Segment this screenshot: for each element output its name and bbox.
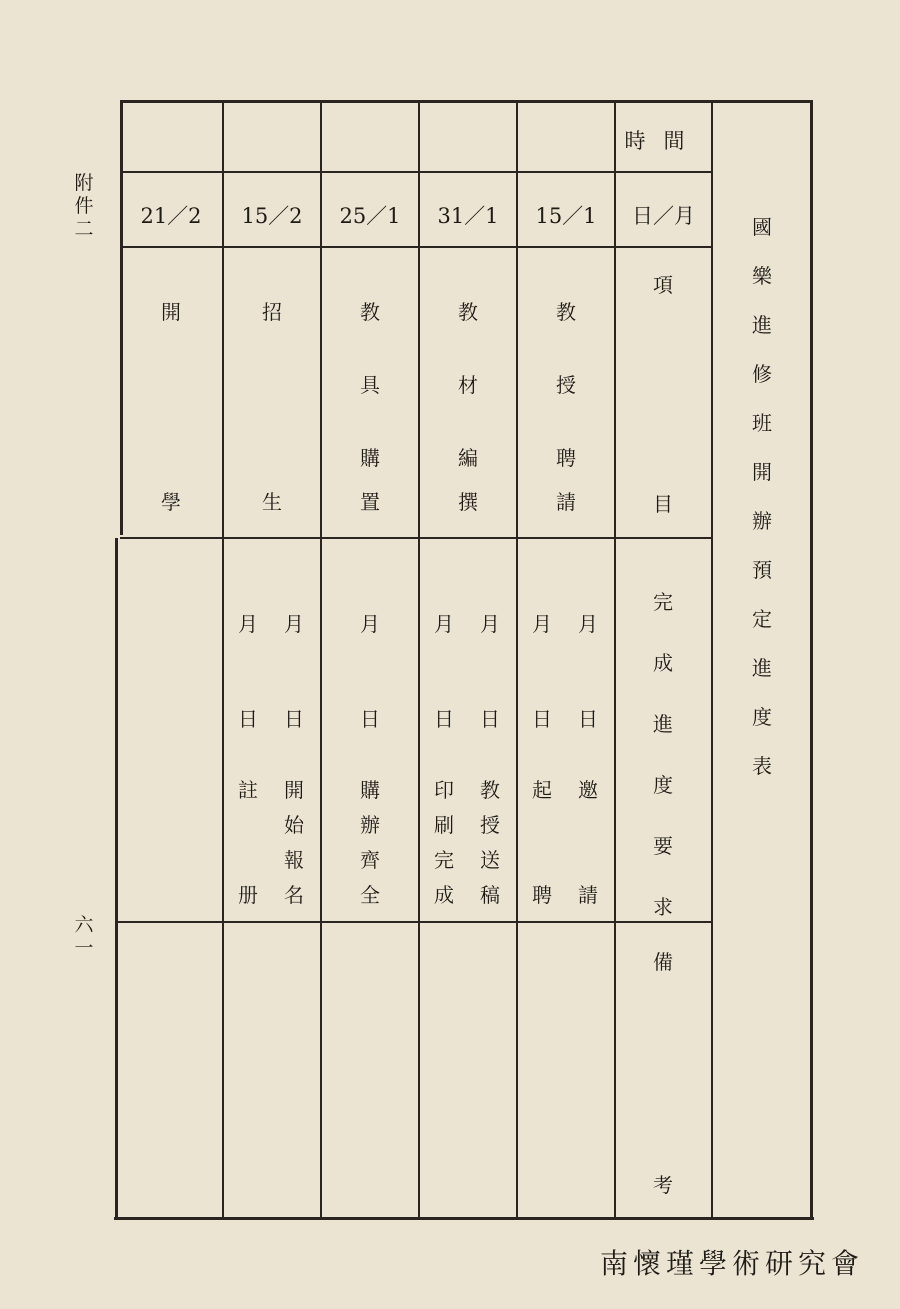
progress-char: 開	[284, 778, 304, 802]
progress-char: 全	[360, 883, 380, 907]
progress-char: 辦	[360, 813, 380, 837]
progress-row-divider	[118, 921, 713, 923]
column-item-top: 教 授 聘	[556, 300, 576, 470]
table-top-border	[122, 100, 812, 103]
remark-label-top: 備	[653, 950, 673, 974]
progress-char: 齊	[360, 848, 380, 872]
progress-char: 月	[360, 612, 380, 636]
progress-char: 月	[284, 612, 304, 636]
column-item-bottom: 學	[161, 490, 181, 514]
table-left-border-lower	[115, 538, 118, 1220]
table-right-border	[810, 100, 813, 1220]
progress-char: 成	[434, 883, 454, 907]
title-column-divider	[711, 100, 713, 1218]
column-divider	[222, 100, 224, 1218]
page-number: 六一	[74, 914, 94, 959]
table-bottom-border	[114, 1217, 814, 1220]
progress-char: 起	[532, 778, 552, 802]
progress-char: 日	[238, 707, 258, 731]
item-row-divider	[120, 537, 713, 539]
remark-label-bottom: 考	[653, 1173, 673, 1197]
date-row-divider	[120, 246, 713, 248]
progress-char: 請	[578, 883, 598, 907]
progress-char: 邀	[578, 778, 598, 802]
progress-char: 册	[238, 883, 258, 907]
column-item-top: 開	[161, 300, 181, 324]
table-left-border	[120, 100, 123, 535]
column-item-top: 招	[262, 300, 282, 324]
progress-char: 刷	[434, 813, 454, 837]
progress-char: 始	[284, 813, 304, 837]
progress-char: 教	[480, 778, 500, 802]
column-date: 21／2	[140, 204, 202, 228]
column-date: 31／1	[437, 204, 499, 228]
progress-char: 名	[284, 883, 304, 907]
column-item-bottom: 請	[556, 490, 576, 514]
column-date: 25／1	[339, 204, 401, 228]
table-title: 國 樂 進 修 班 開 辦 預 定 進 度 表	[752, 215, 772, 778]
progress-char: 稿	[480, 883, 500, 907]
column-item-bottom: 撰	[458, 490, 478, 514]
publisher-footer: 南懷瑾學術研究會	[599, 1247, 864, 1280]
progress-char: 日	[360, 707, 380, 731]
header-column-divider	[614, 100, 616, 1218]
side-label: 附件二	[74, 172, 94, 240]
progress-char: 聘	[532, 883, 552, 907]
column-divider	[516, 100, 518, 1218]
progress-char: 日	[578, 707, 598, 731]
progress-label: 完 成 進 度 要 求	[653, 590, 673, 919]
progress-char: 日	[532, 707, 552, 731]
progress-char: 購	[360, 778, 380, 802]
column-date: 15／2	[241, 204, 303, 228]
column-item-bottom: 置	[360, 490, 380, 514]
item-label-bottom: 目	[653, 492, 673, 516]
progress-char: 月	[238, 612, 258, 636]
progress-char: 授	[480, 813, 500, 837]
time-label: 時間	[624, 129, 703, 153]
column-item-top: 教 具 購	[360, 300, 380, 470]
column-item-top: 教 材 編	[458, 300, 478, 470]
progress-char: 月	[480, 612, 500, 636]
progress-char: 報	[284, 848, 304, 872]
date-label: 日／月	[632, 204, 695, 228]
progress-char: 月	[532, 612, 552, 636]
item-label-top: 項	[653, 273, 673, 297]
progress-char: 日	[434, 707, 454, 731]
progress-char: 印	[434, 778, 454, 802]
progress-char: 註	[238, 778, 258, 802]
column-date: 15／1	[535, 204, 597, 228]
column-item-bottom: 生	[262, 490, 282, 514]
progress-char: 日	[480, 707, 500, 731]
progress-char: 月	[434, 612, 454, 636]
progress-char: 日	[284, 707, 304, 731]
column-divider	[418, 100, 420, 1218]
progress-char: 送	[480, 848, 500, 872]
progress-char: 月	[578, 612, 598, 636]
column-divider	[320, 100, 322, 1218]
progress-char: 完	[434, 848, 454, 872]
time-row-divider	[120, 171, 713, 173]
